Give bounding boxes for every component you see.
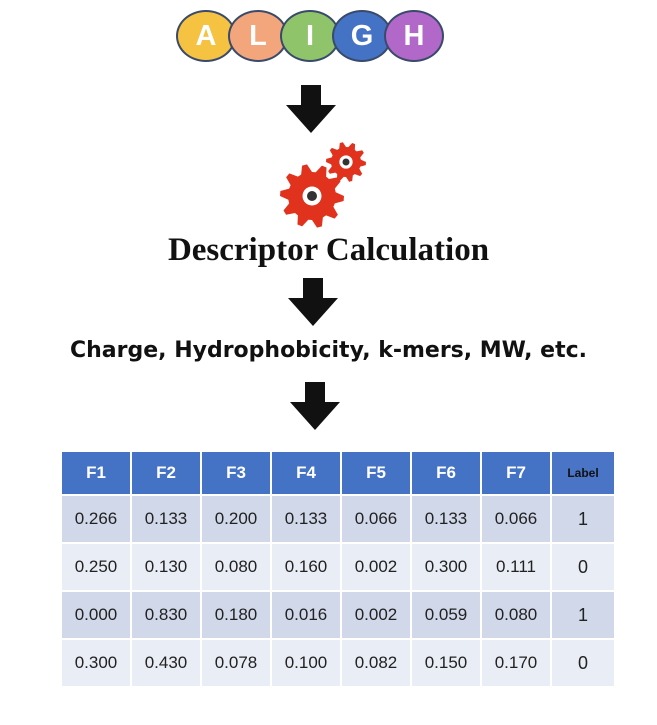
table-cell-label: 1 xyxy=(551,591,615,639)
table-cell: 0.133 xyxy=(271,495,341,543)
down-arrow-icon xyxy=(286,85,336,135)
header-f3: F3 xyxy=(201,451,271,495)
table-cell: 0.250 xyxy=(61,543,131,591)
table-cell: 0.066 xyxy=(341,495,411,543)
feature-table xyxy=(60,450,616,688)
table-cell: 0.300 xyxy=(61,639,131,687)
table-row xyxy=(61,591,615,639)
table-cell: 0.133 xyxy=(411,495,481,543)
header-f5: F5 xyxy=(341,451,411,495)
table-row xyxy=(61,543,615,591)
step-title: Descriptor Calculation xyxy=(167,232,490,268)
table-cell: 0.000 xyxy=(61,591,131,639)
header-f6: F6 xyxy=(411,451,481,495)
letter-h: H xyxy=(384,10,444,62)
table-cell: 0.016 xyxy=(271,591,341,639)
gears-icon xyxy=(278,140,378,230)
table-cell: 0.078 xyxy=(201,639,271,687)
table-row xyxy=(61,639,615,687)
table-cell-label: 1 xyxy=(551,495,615,543)
table-cell: 0.080 xyxy=(481,591,551,639)
table-cell: 0.002 xyxy=(341,543,411,591)
letter-a: A xyxy=(176,10,236,62)
table-cell: 0.130 xyxy=(131,543,201,591)
table-cell: 0.080 xyxy=(201,543,271,591)
letter-i: I xyxy=(280,10,340,62)
table-header-row xyxy=(61,451,615,495)
header-f2: F2 xyxy=(131,451,201,495)
letter-g: G xyxy=(332,10,392,62)
table-cell: 0.133 xyxy=(131,495,201,543)
table-cell: 0.150 xyxy=(411,639,481,687)
table-cell: 0.180 xyxy=(201,591,271,639)
down-arrow-icon xyxy=(288,278,338,328)
table-row xyxy=(61,495,615,543)
table-cell: 0.082 xyxy=(341,639,411,687)
table-cell: 0.300 xyxy=(411,543,481,591)
table-cell: 0.170 xyxy=(481,639,551,687)
header-f1: F1 xyxy=(61,451,131,495)
header-f4: F4 xyxy=(271,451,341,495)
features-text: Charge, Hydrophobicity, k-mers, MW, etc. xyxy=(70,338,587,363)
table-cell-label: 0 xyxy=(551,639,615,687)
table-cell: 0.059 xyxy=(411,591,481,639)
table-cell: 0.111 xyxy=(481,543,551,591)
header-label: Label xyxy=(551,451,615,495)
letter-l: L xyxy=(228,10,288,62)
table-cell: 0.830 xyxy=(131,591,201,639)
sequence-letters xyxy=(176,10,446,66)
table-cell: 0.200 xyxy=(201,495,271,543)
table-cell: 0.100 xyxy=(271,639,341,687)
table-cell-label: 0 xyxy=(551,543,615,591)
table-cell: 0.066 xyxy=(481,495,551,543)
table-cell: 0.002 xyxy=(341,591,411,639)
header-f7: F7 xyxy=(481,451,551,495)
table-cell: 0.430 xyxy=(131,639,201,687)
down-arrow-icon xyxy=(290,382,340,432)
table-cell: 0.160 xyxy=(271,543,341,591)
table-cell: 0.266 xyxy=(61,495,131,543)
